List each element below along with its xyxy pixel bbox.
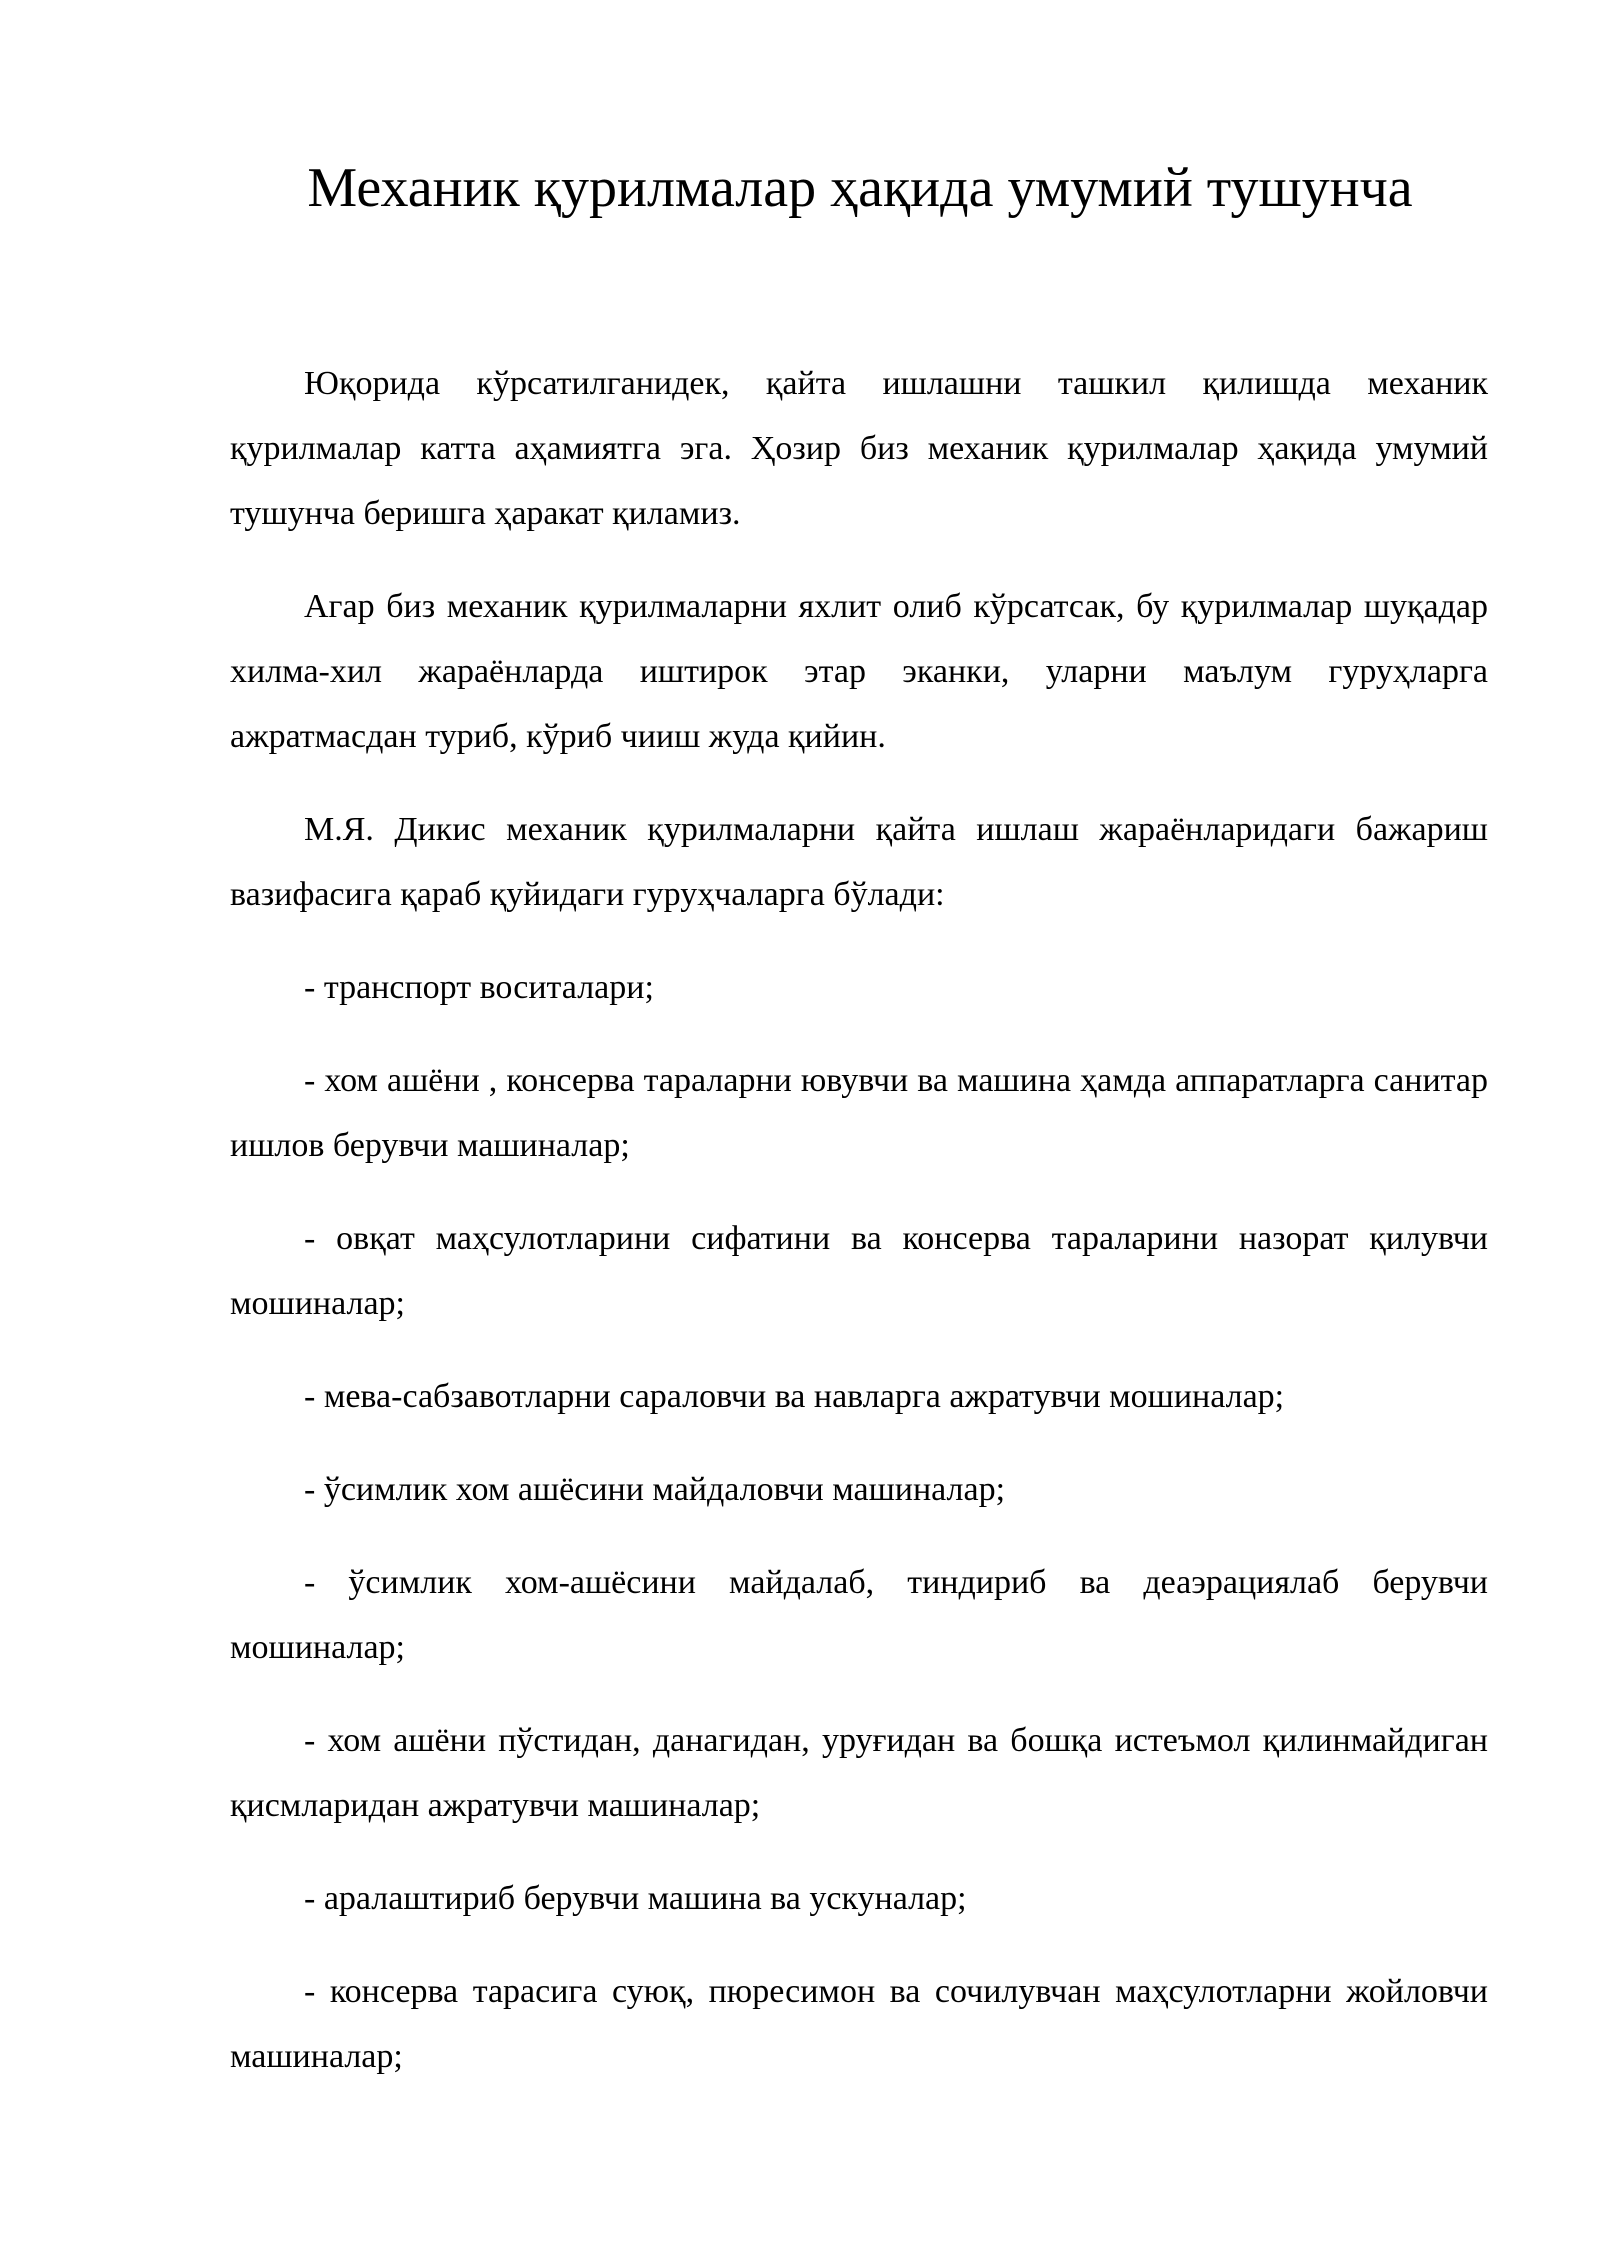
paragraph-intro: Юқорида кўрсатилганидек, қайта ишлашни ташкил қилишда механик қурилмалар катта аҳамиятга эга. Ҳозир биз механик қурилмалар ҳақида умумий тушунча беришга ҳаракат қиламиз. xyxy=(230,365,1488,532)
list-item: - овқат маҳсулотларини сифатини ва консерва тараларини назорат қилувчи мошиналар; xyxy=(230,1220,1488,1322)
list-item: - хом ашёни пўстидан, данагидан, уруғидан ва бошқа истеъмол қилинмайдиган қисмларидан ажратувчи машиналар; xyxy=(230,1722,1488,1824)
page-title: Механик қурилмалар ҳақида умумий тушунча xyxy=(307,157,1413,219)
list-item: - хом ашёни , консерва тараларни ювувчи ва машина ҳамда аппаратларга санитар ишлов берувчи машиналар; xyxy=(230,1062,1488,1164)
list-item: - аралаштириб берувчи машина ва ускуналар; xyxy=(304,1880,967,1917)
paragraph-classification: М.Я. Дикис механик қурилмаларни қайта ишлаш жараёнларидаги бажариш вазифасига қараб қуйидаги гуруҳчаларга бўлади: xyxy=(230,811,1488,913)
list-item: - мева-сабзавотларни сараловчи ва навларга ажратувчи мошиналар; xyxy=(304,1378,1285,1415)
list-item: - ўсимлик хом ашёсини майдаловчи машиналар; xyxy=(304,1471,1006,1508)
list-item: - ўсимлик хом-ашёсини майдалаб, тиндириб ва деаэрациялаб берувчи мошиналар; xyxy=(230,1564,1488,1666)
list-item: - транспорт воситалари; xyxy=(304,969,654,1006)
list-item: - консерва тарасига суюқ, пюресимон ва сочилувчан маҳсулотларни жойловчи машиналар; xyxy=(230,1973,1488,2075)
document-body xyxy=(230,351,1488,2117)
paragraph-overview: Агар биз механик қурилмаларни яхлит олиб кўрсатсак, бу қурилмалар шуқадар хилма-хил жараёнларда иштирок этар эканки, уларни маълум гуруҳларга ажратмасдан туриб, кўриб чииш жуда қийин. xyxy=(230,588,1488,755)
